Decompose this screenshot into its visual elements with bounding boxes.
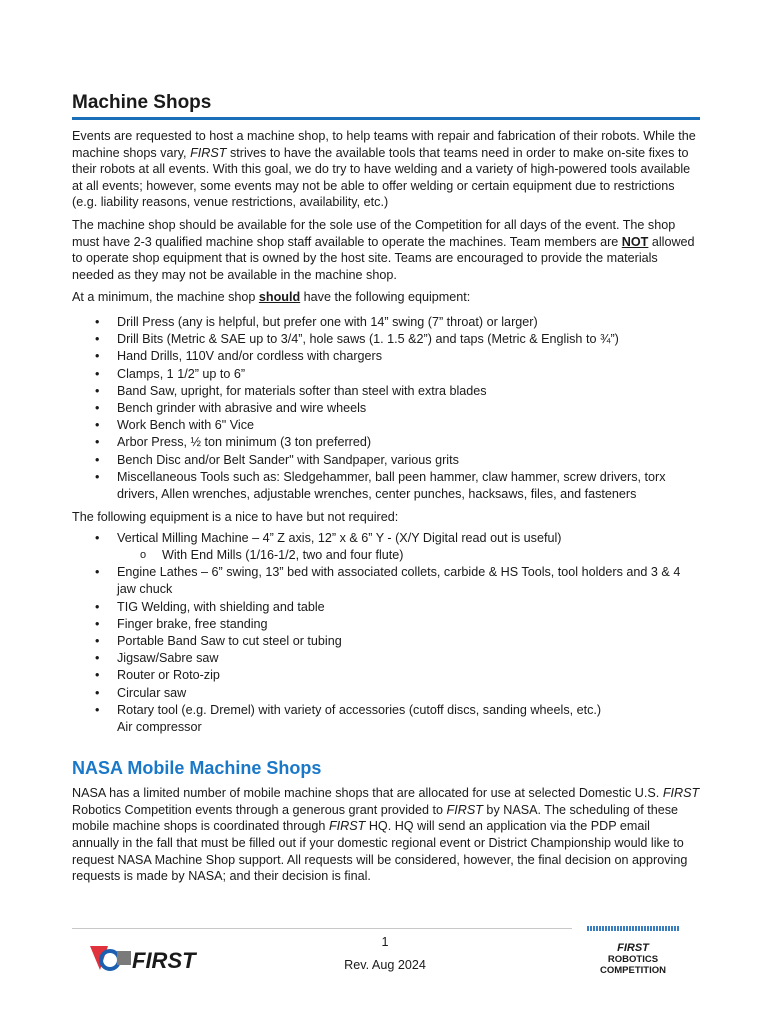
revision-date: Rev. Aug 2024	[344, 958, 426, 972]
list-item: • Drill Press (any is helpful, but prefer one with 14” swing (7” throat) or larger)	[72, 314, 700, 331]
list-item: • Miscellaneous Tools such as: Sledgehammer, ball peen hammer, claw hammer, screw drivers, torx drivers, Allen wrenches, adjustable wrenches, center punches, hacksaws, files, and fasteners	[72, 469, 700, 503]
list-item: • Portable Band Saw to cut steel or tubing	[72, 633, 700, 650]
frc-logo-line1: FIRST	[617, 942, 649, 954]
sub-list-item: o With End Mills (1/16-1/2, two and four flute)	[72, 547, 700, 564]
list-item: • Arbor Press, ½ ton minimum (3 ton preferred)	[72, 434, 700, 451]
list-item: • Clamps, 1 1/2” up to 6”	[72, 366, 700, 383]
list-item-continuation: Air compressor	[117, 720, 202, 734]
frc-logo	[587, 926, 679, 978]
list-item: • Drill Bits (Metric & SAE up to 3/4”, hole saws (1. 1.5 &2”) and taps (Metric & English to ¾”)	[72, 331, 700, 348]
frc-logo-line3: COMPETITION	[600, 965, 666, 976]
optional-equipment-list	[72, 530, 700, 736]
intro-paragraph-2: The machine shop should be available for the sole use of the Competition for all days of the event. The shop must have 2-3 qualified machine shop staff available to operate the machines. Team members are NOT allowed to operate shop equipment that is owned by the host site. Teams are encouraged to provide the materials needed as they may not be available in the machine shop.	[72, 217, 695, 282]
footer-divider	[72, 928, 572, 929]
list-item: • Bench grinder with abrasive and wire wheels	[72, 400, 700, 417]
list-item: • Circular saw	[72, 685, 700, 702]
required-equipment-list	[72, 314, 700, 503]
list-item: • Bench Disc and/or Belt Sander" with Sandpaper, various grits	[72, 452, 700, 469]
page-number: 1	[381, 935, 389, 949]
list-item: • Router or Roto-zip	[72, 667, 700, 684]
list-item: • Finger brake, free standing	[72, 616, 700, 633]
list-item: • Hand Drills, 110V and/or cordless with chargers	[72, 348, 700, 365]
nasa-paragraph: NASA has a limited number of mobile machine shops that are allocated for use at selected Domestic U.S. FIRST Robotics Competition events through a generous grant provided to FIRST by NASA. The scheduling of these mobile machine shops is coordinated through FIRST HQ. HQ will send an application via the PDP email annually in the fall that must be filled out if your domestic regional event or District Championship would like to request NASA Machine Shop support. All requests will be considered, however, the final decision on approving requests is made by NASA; and their decision is final.	[72, 786, 700, 884]
nasa-heading: NASA Mobile Machine Shops	[72, 758, 322, 779]
intro-paragraph-3: At a minimum, the machine shop should have the following equipment:	[72, 290, 471, 305]
list-item: • Engine Lathes – 6” swing, 13” bed with associated collets, carbide & HS Tools, tool holders and 3 & 4 jaw chuck	[72, 564, 700, 598]
list-item: • Jigsaw/Sabre saw	[72, 650, 700, 667]
list-item: • TIG Welding, with shielding and table	[72, 599, 700, 616]
document-body	[72, 92, 700, 885]
page-title: Machine Shops	[72, 92, 700, 120]
list-item: • Vertical Milling Machine – 4” Z axis, 12” x & 6” Y - (X/Y Digital read out is useful)	[72, 530, 700, 547]
list-item: • Band Saw, upright, for materials softer than steel with extra blades	[72, 383, 700, 400]
list-item: • Work Bench with 6" Vice	[72, 417, 700, 434]
frc-logo-line2: ROBOTICS	[607, 954, 659, 965]
first-logo-text: FIRST	[132, 948, 196, 973]
optional-intro: The following equipment is a nice to have but not required:	[72, 510, 399, 525]
first-logo-square	[117, 951, 131, 965]
first-logo	[86, 940, 214, 976]
first-logo-circle	[101, 951, 119, 969]
intro-paragraph-1: Events are requested to host a machine shop, to help teams with repair and fabrication of their robots. While the machine shops vary, FIRST strives to have the available tools that teams need in order to make on-site fixes to their robots at all events. With this goal, we do try to have welding and a variety of high-powered tools available at all events; however, some events may not be able to offer welding or certain equipment due to restrictions (e.g. liability reasons, venue restrictions, availability, etc.)	[72, 129, 696, 210]
list-item: • Rotary tool (e.g. Dremel) with variety of accessories (cutoff discs, sanding wheels, etc.)	[72, 702, 700, 719]
